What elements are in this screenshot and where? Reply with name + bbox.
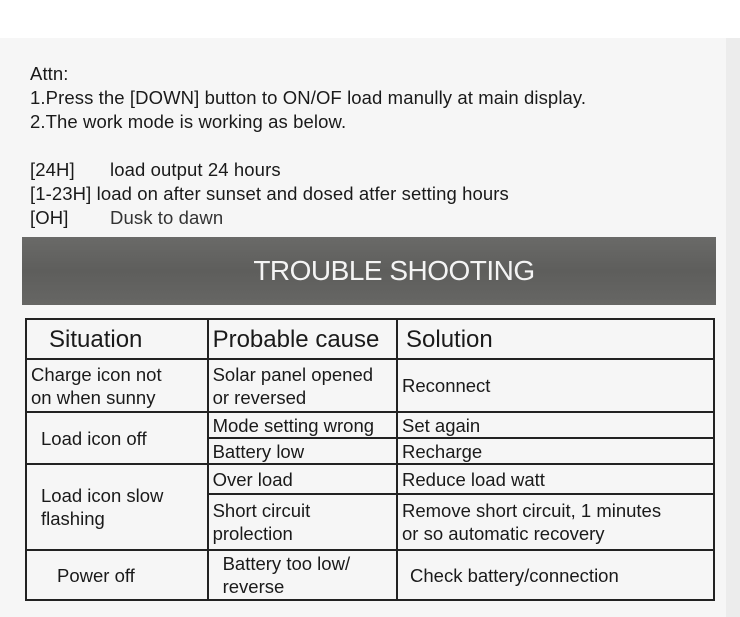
solution-cell: Remove short circuit, 1 minutes or so automatic recovery bbox=[397, 494, 714, 550]
situation-cell: Charge icon not on when sunny bbox=[26, 359, 208, 412]
top-margin bbox=[0, 0, 740, 38]
header-solution: Solution bbox=[397, 319, 714, 359]
table-row bbox=[26, 359, 714, 412]
table-header-row bbox=[26, 319, 714, 359]
table-row bbox=[26, 464, 714, 494]
solution-cell: Check battery/connection bbox=[397, 550, 714, 600]
mode-key: [1-23H] bbox=[30, 183, 92, 204]
table-row bbox=[26, 412, 714, 438]
mode-key: [OH] bbox=[30, 207, 69, 228]
step-1: 1.Press the [DOWN] button to ON/OF load manully at main display. bbox=[30, 87, 587, 108]
cause-cell: Mode setting wrong bbox=[208, 412, 397, 438]
step-2: 2.The work mode is working as below. bbox=[30, 111, 347, 132]
solution-cell: Reconnect bbox=[397, 359, 714, 412]
cause-cell: Solar panel opened or reversed bbox=[208, 359, 397, 412]
mode-desc: Dusk to dawn bbox=[110, 207, 224, 228]
cause-cell: Battery low bbox=[208, 438, 397, 464]
mode-oh bbox=[30, 206, 730, 230]
attn-label: Attn: bbox=[30, 63, 69, 84]
solution-cell: Set again bbox=[397, 412, 714, 438]
header-probable-cause: Probable cause bbox=[208, 319, 397, 359]
cause-cell: Battery too low/ reverse bbox=[208, 550, 397, 600]
table-row bbox=[26, 550, 714, 600]
cause-cell: Short circuit prolection bbox=[208, 494, 397, 550]
mode-1-23h bbox=[30, 182, 730, 206]
mode-key: [24H] bbox=[30, 159, 75, 180]
header-situation: Situation bbox=[26, 319, 208, 359]
solution-cell: Recharge bbox=[397, 438, 714, 464]
mode-desc: load output 24 hours bbox=[110, 159, 281, 180]
banner-title: TROUBLE SHOOTING bbox=[253, 255, 535, 286]
trouble-shooting-banner bbox=[22, 237, 716, 305]
situation-cell: Power off bbox=[26, 550, 208, 600]
cause-cell: Over load bbox=[208, 464, 397, 494]
trouble-shooting-table bbox=[25, 318, 715, 601]
situation-cell: Load icon off bbox=[26, 412, 208, 464]
attention-notes bbox=[30, 62, 730, 230]
mode-24h bbox=[30, 158, 730, 182]
mode-desc: load on after sunset and dosed atfer setting hours bbox=[96, 183, 509, 204]
solution-cell: Reduce load watt bbox=[397, 464, 714, 494]
situation-cell: Load icon slow flashing bbox=[26, 464, 208, 550]
